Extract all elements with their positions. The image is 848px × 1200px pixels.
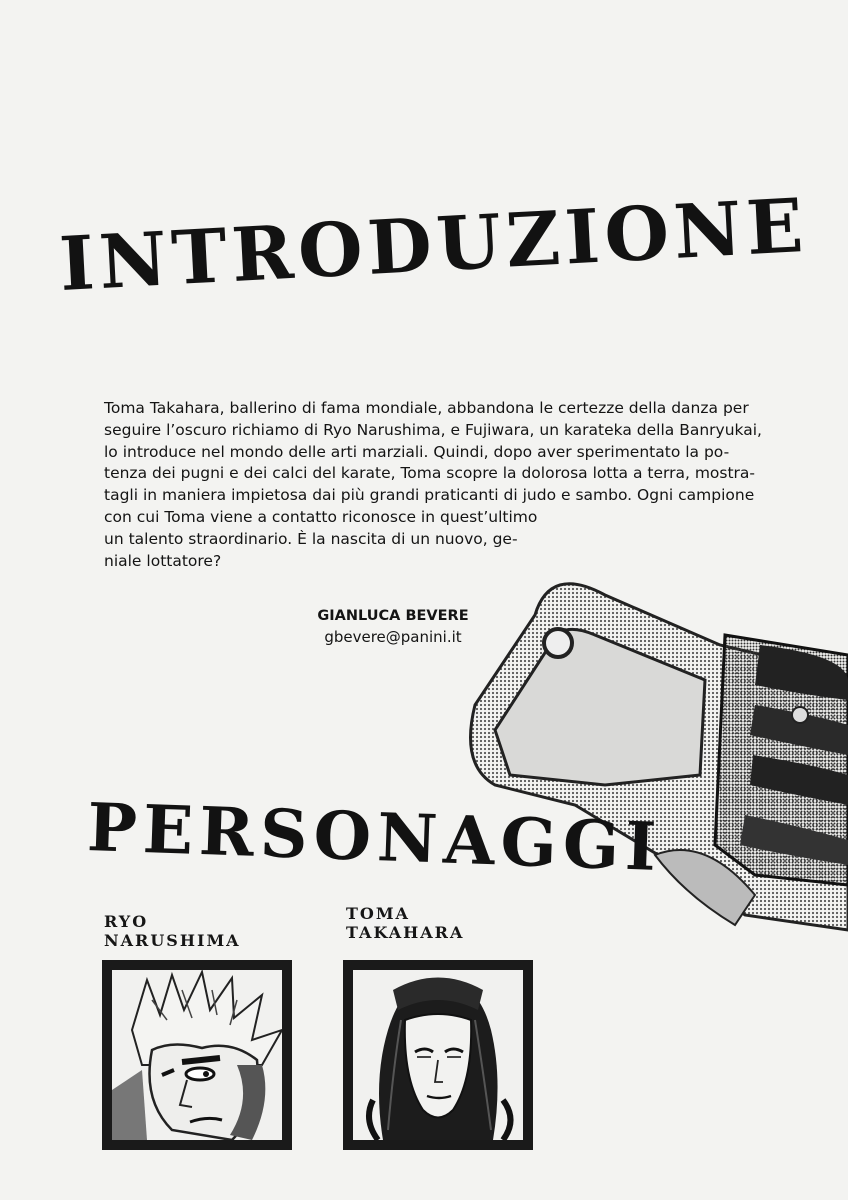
- intro-line: un talento straordinario. È la nascita di un nuovo, ge-: [104, 529, 518, 548]
- characters-title: PERSONAGGI: [86, 788, 664, 887]
- ryo-portrait-icon: [112, 970, 282, 1140]
- intro-line: tagli in maniera impietosa dai più grandi praticanti di judo e sambo. Ogni campione: [104, 486, 755, 505]
- ryo-portrait: [102, 960, 292, 1150]
- author-signature: [308, 608, 478, 646]
- character-first-name: TOMA: [346, 904, 410, 923]
- toma-portrait-icon: [353, 970, 523, 1140]
- author-email[interactable]: gbevere@panini.it: [324, 628, 462, 646]
- intro-line: Toma Takahara, ballerino di fama mondiale, abbandona le certezze della danza per: [104, 399, 749, 417]
- intro-line: tenza dei pugni e dei calci del karate, Toma scopre la dolorosa lotta a terra, mostra-: [104, 464, 756, 483]
- introduction-text: [104, 398, 764, 572]
- intro-line: con cui Toma viene a contatto riconosce in quest’ultimo: [104, 507, 538, 526]
- character-last-name: NARUSHIMA: [104, 931, 241, 950]
- character-card-ryo: [104, 912, 241, 950]
- toma-portrait: [343, 960, 533, 1150]
- intro-line: seguire l’oscuro richiamo di Ryo Narushima, e Fujiwara, un karateka della Banryukai,: [104, 420, 762, 439]
- introduction-title: INTRODUZIONE: [57, 182, 811, 308]
- intro-line: lo introduce nel mondo delle arti marziali. Quindi, dopo aver sperimentato la po-: [104, 442, 730, 461]
- character-card-toma: [346, 904, 464, 942]
- character-last-name: TAKAHARA: [346, 923, 465, 942]
- intro-line: niale lottatore?: [104, 551, 222, 570]
- character-first-name: RYO: [104, 912, 149, 931]
- author-name: GIANLUCA BEVERE: [317, 608, 469, 624]
